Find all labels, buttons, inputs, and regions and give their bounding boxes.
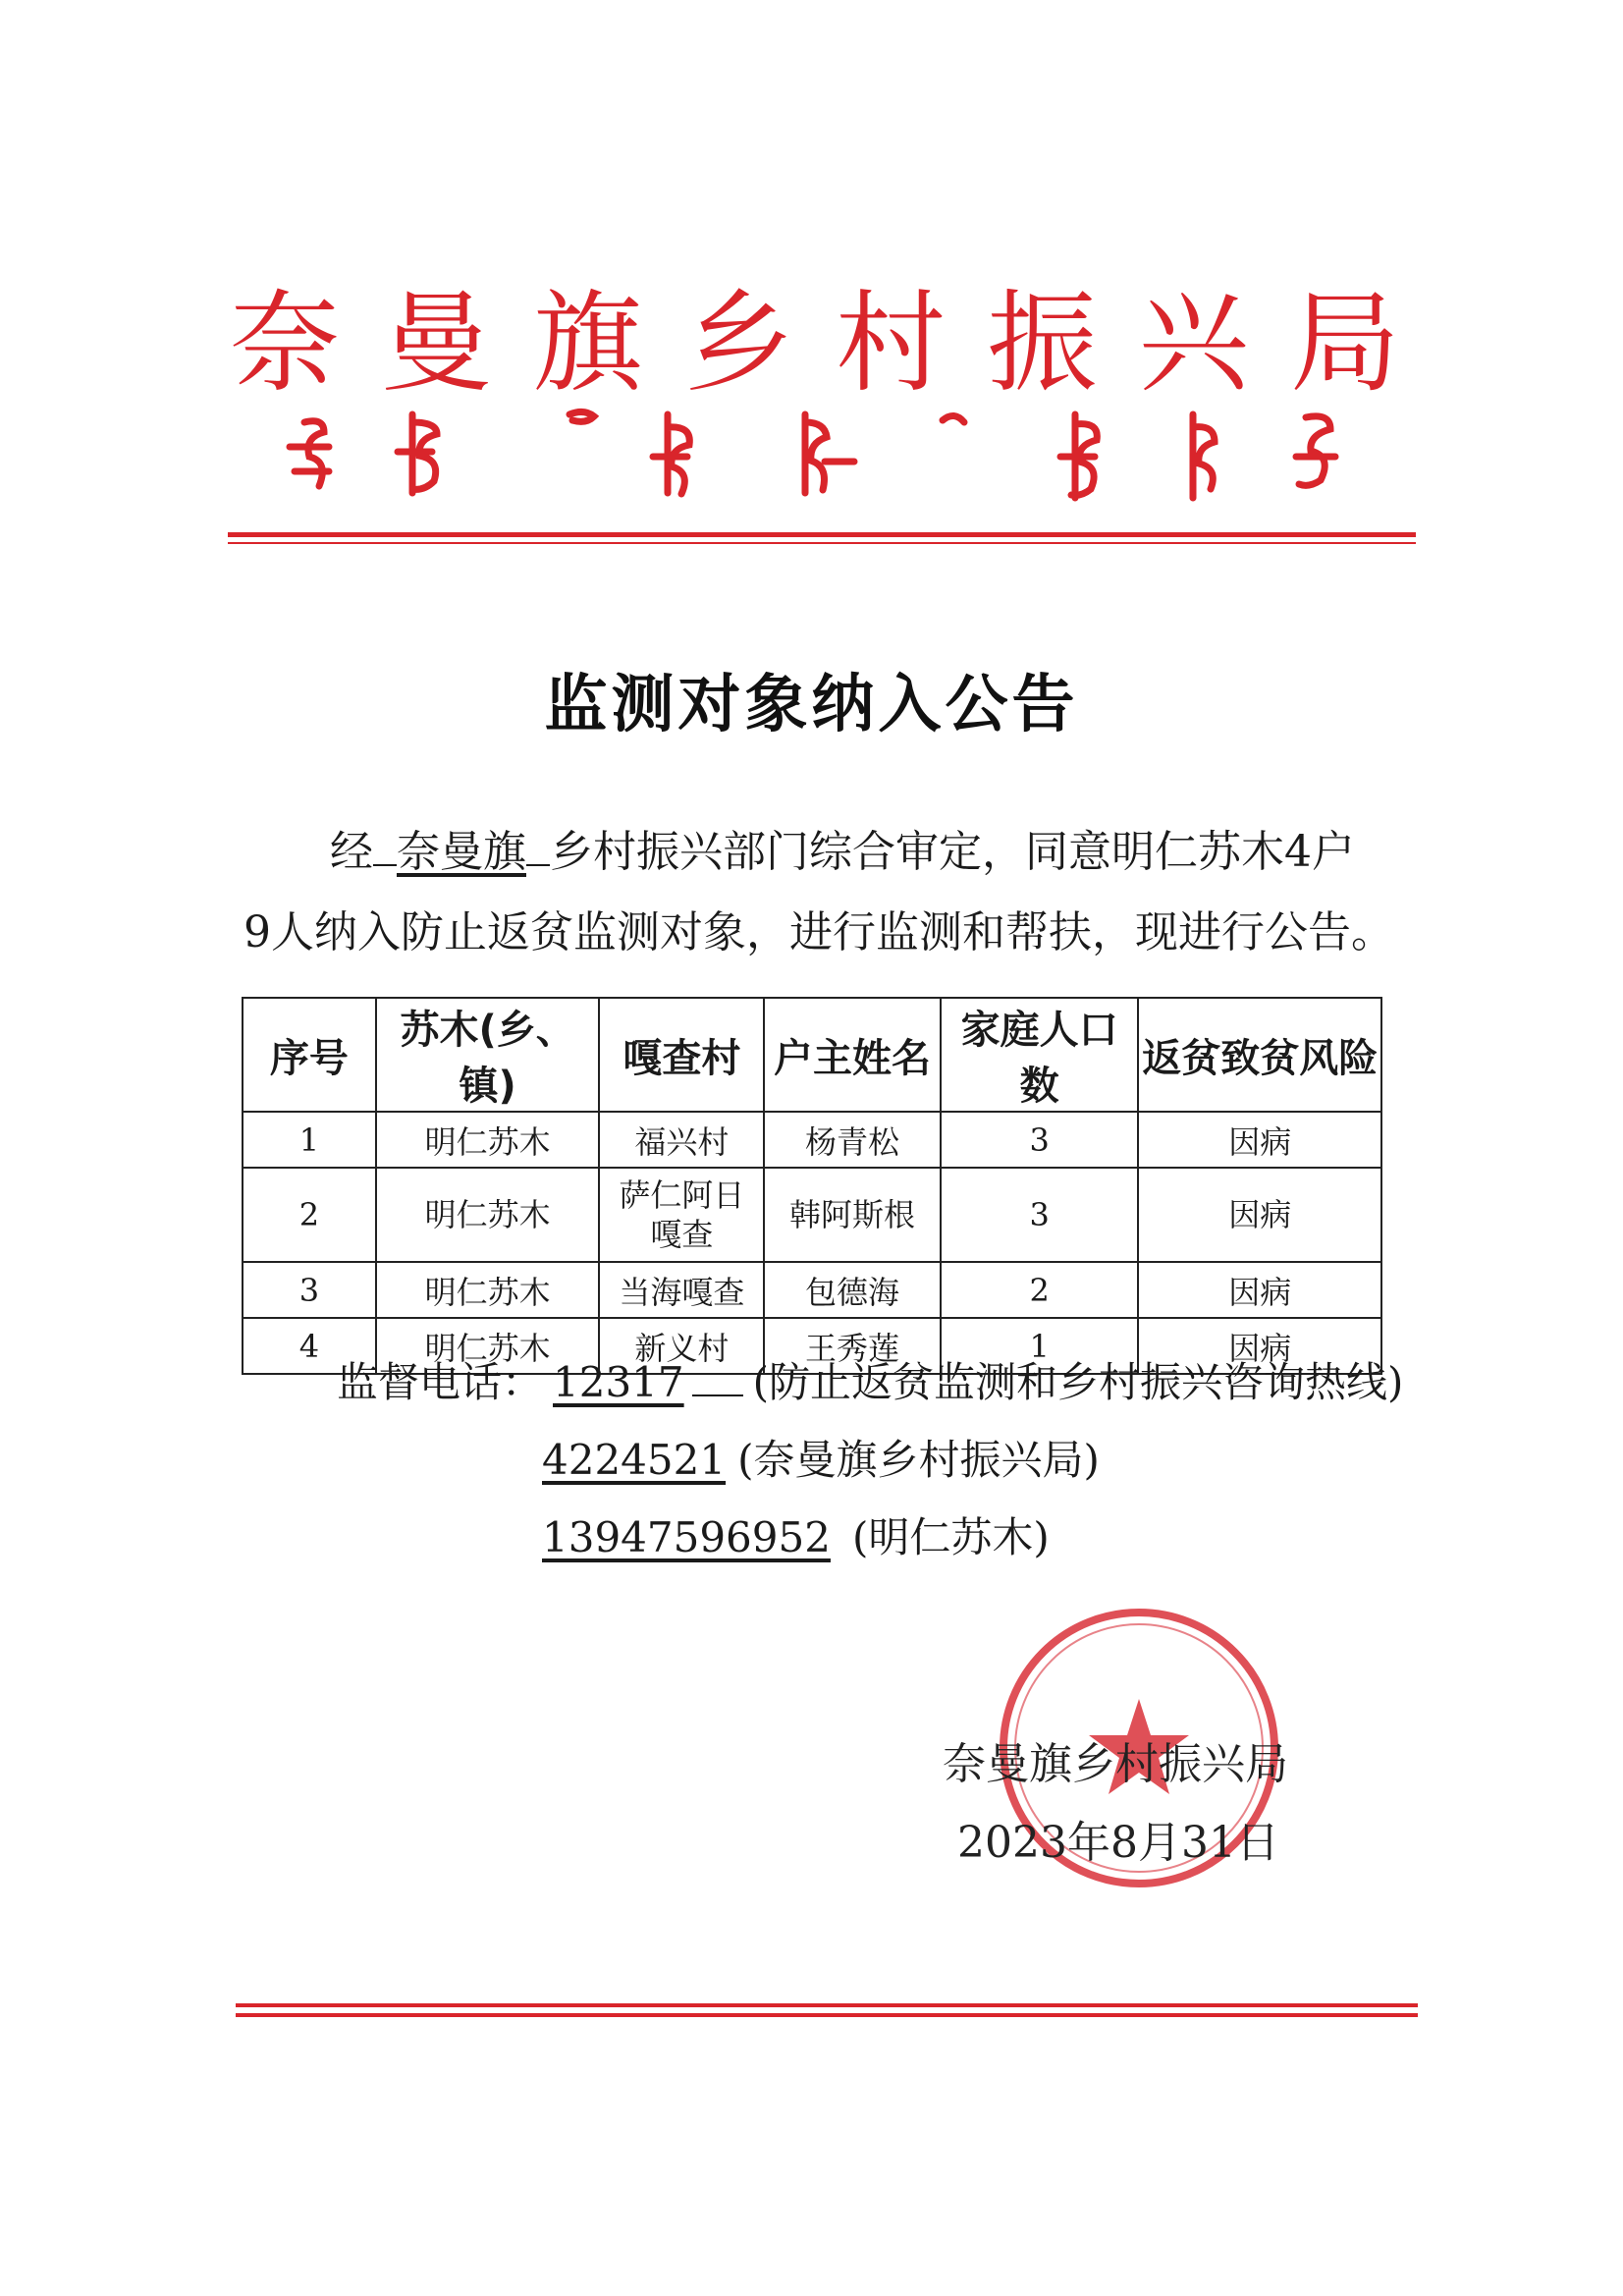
contact-note: (奈曼旗乡村振兴局) — [737, 1436, 1100, 1484]
letterhead-char: 奈 — [230, 280, 340, 408]
table-row — [243, 1112, 1381, 1168]
letterhead-char: 曼 — [381, 280, 492, 408]
contact-label: 监督电话： — [337, 1358, 544, 1406]
signature-org: 奈曼旗乡村振兴局 — [943, 1739, 1288, 1789]
table-header-row — [243, 998, 1381, 1112]
cell-householder: 杨青松 — [764, 1112, 941, 1168]
header-household-size: 家庭人口数 — [941, 998, 1139, 1112]
mongolian-script-logo — [275, 403, 1365, 511]
intro-line1-rest: 乡村振兴部门综合审定，同意明仁苏木4户 — [550, 827, 1355, 877]
cell-village: 新义村 — [599, 1318, 764, 1374]
cell-no: 4 — [243, 1318, 376, 1374]
cell-household-size: 3 — [941, 1168, 1139, 1262]
cell-no: 2 — [243, 1168, 376, 1262]
contact-number: 12317 — [553, 1358, 684, 1406]
letterhead-agency-name — [226, 280, 1404, 408]
contact-note: (明仁苏木) — [851, 1513, 1050, 1561]
footer-rule — [236, 2003, 1418, 2007]
footer-rule-second — [236, 2013, 1418, 2017]
intro-prefix: 经 — [330, 827, 373, 877]
cell-household-size: 3 — [941, 1112, 1139, 1168]
contact-line-agency — [542, 1434, 1100, 1487]
header-householder: 户主姓名 — [764, 998, 941, 1112]
cell-sumu: 明仁苏木 — [376, 1318, 600, 1374]
letterhead-rule — [228, 532, 1416, 537]
intro-line-2: 9人纳入防止返贫监测对象，进行监测和帮扶，现进行公告。 — [243, 907, 1394, 957]
table-row — [243, 1168, 1381, 1262]
cell-no: 1 — [243, 1112, 376, 1168]
signature-date: 2023年8月31日 — [957, 1818, 1279, 1868]
cell-sumu: 明仁苏木 — [376, 1262, 600, 1318]
intro-line-1 — [330, 825, 1355, 880]
contact-number: 4224521 — [542, 1436, 727, 1484]
cell-village: 萨仁阿日嘎查 — [599, 1168, 764, 1262]
cell-householder: 韩阿斯根 — [764, 1168, 941, 1262]
cell-risk: 因病 — [1138, 1318, 1381, 1374]
cell-no: 3 — [243, 1262, 376, 1318]
cell-household-size: 1 — [941, 1318, 1139, 1374]
header-no: 序号 — [243, 998, 376, 1112]
cell-risk: 因病 — [1138, 1168, 1381, 1262]
cell-householder: 王秀莲 — [764, 1318, 941, 1374]
letterhead-char: 乡 — [683, 280, 794, 408]
letterhead-char: 振 — [987, 280, 1098, 408]
letterhead-char: 局 — [1289, 280, 1400, 408]
contact-line-sumu — [542, 1511, 1050, 1564]
header-village: 嘎查村 — [599, 998, 764, 1112]
cell-sumu: 明仁苏木 — [376, 1168, 600, 1262]
letterhead-rule-thin — [228, 542, 1416, 544]
cell-risk: 因病 — [1138, 1112, 1381, 1168]
cell-householder: 包德海 — [764, 1262, 941, 1318]
letterhead-char: 旗 — [532, 280, 643, 408]
document-title: 监测对象纳入公告 — [544, 669, 1079, 741]
cell-sumu: 明仁苏木 — [376, 1112, 600, 1168]
header-risk: 返贫致贫风险 — [1138, 998, 1381, 1112]
contact-number: 13947596952 — [542, 1513, 831, 1561]
contact-line-hotline — [337, 1355, 1403, 1409]
table-row — [243, 1262, 1381, 1318]
monitoring-table — [242, 997, 1382, 1375]
letterhead-char: 兴 — [1138, 280, 1249, 408]
cell-village: 当海嘎查 — [599, 1262, 764, 1318]
cell-household-size: 2 — [941, 1262, 1139, 1318]
cell-risk: 因病 — [1138, 1262, 1381, 1318]
cell-village: 福兴村 — [599, 1112, 764, 1168]
intro-county: 奈曼旗 — [397, 827, 526, 877]
header-sumu: 苏木(乡、镇) — [376, 998, 600, 1112]
contact-note: (防止返贫监测和乡村振兴咨询热线) — [752, 1358, 1404, 1406]
letterhead-char: 村 — [836, 280, 947, 408]
